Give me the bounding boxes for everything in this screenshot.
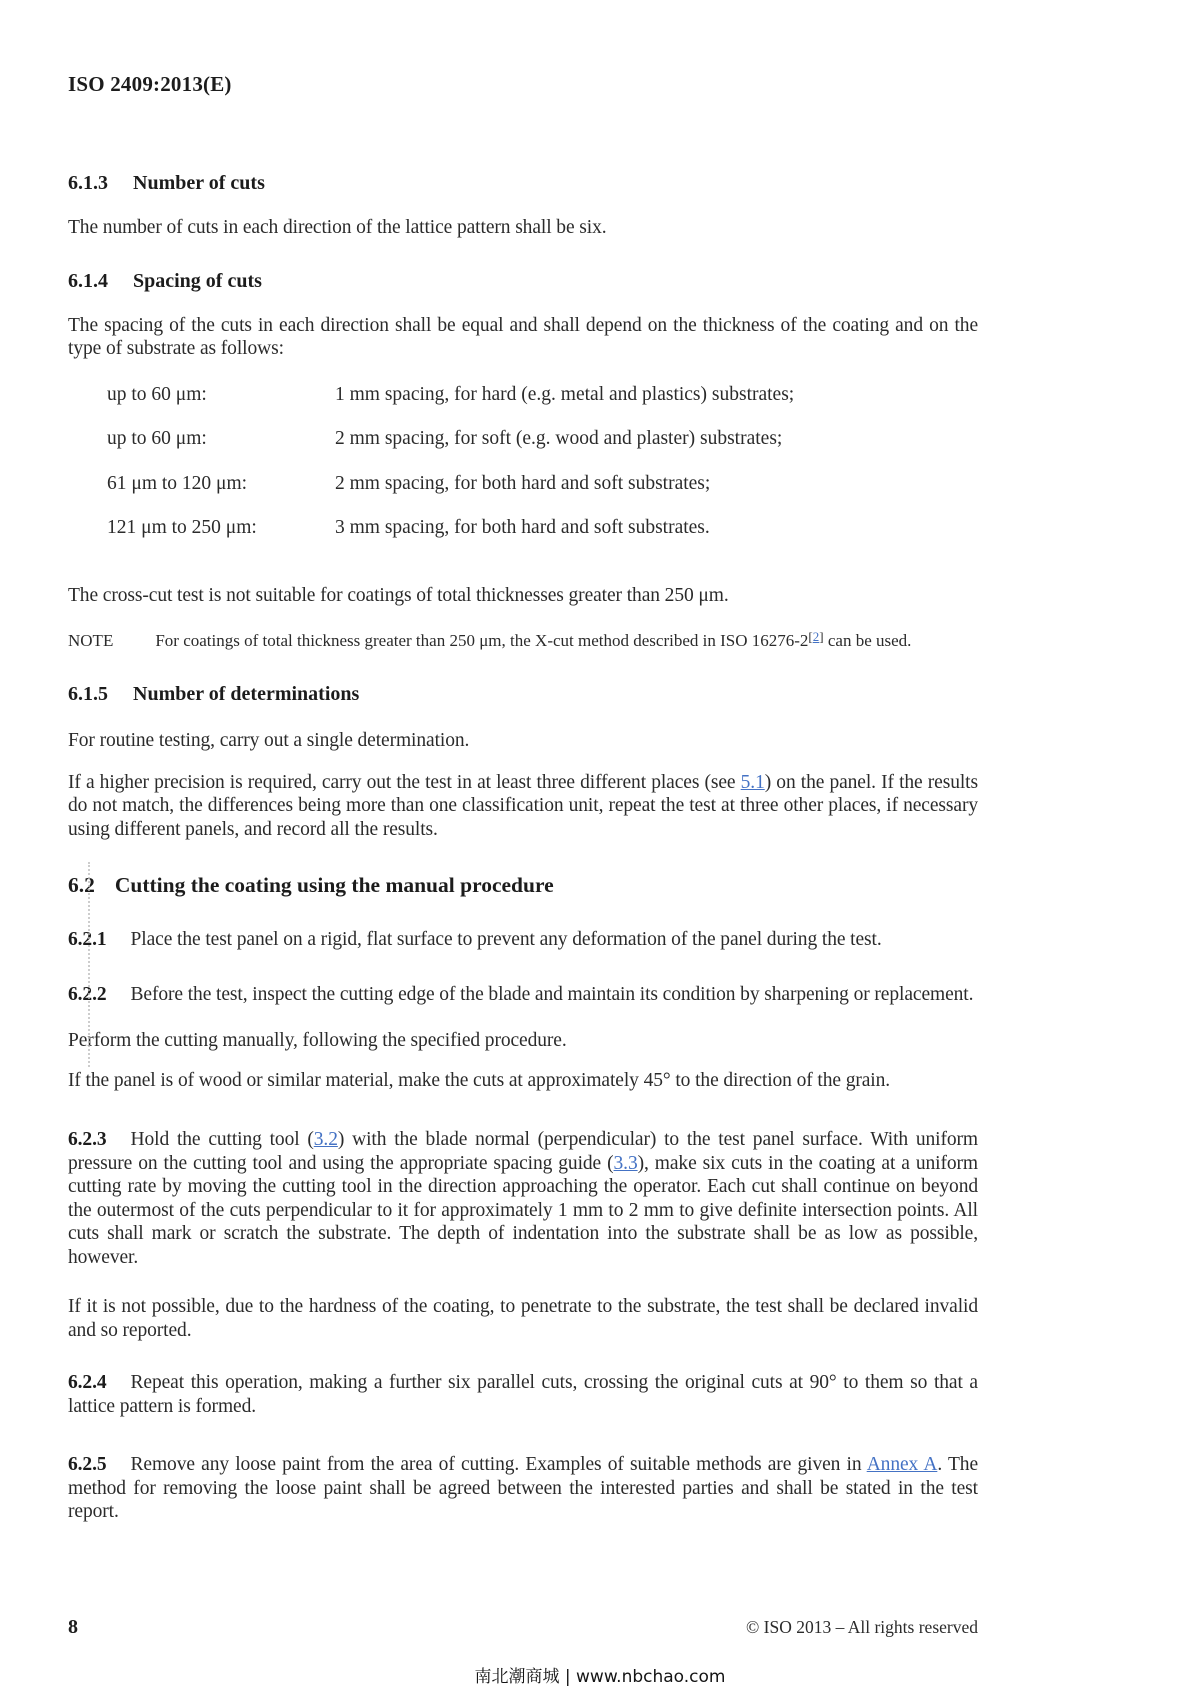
thickness-range: 121 μm to 250 μm: (107, 517, 257, 538)
page-content (68, 0, 978, 1524)
paragraph-text: . The method for removing the loose paint shall be agreed between the interested parties and shall be stated in the test report. (68, 1454, 979, 1522)
bracket: [ (808, 629, 813, 644)
section-title: Cutting the coating using the manual procedure (114, 873, 554, 897)
list-item (107, 383, 978, 407)
section-number: 6.1.5 (68, 683, 108, 705)
clause-number: 6.2.4 (68, 1372, 107, 1393)
document-header-title: ISO 2409:2013(E) (68, 72, 232, 96)
paragraph-text: If a higher precision is required, carry out the test in at least three different places (see (68, 771, 741, 793)
section-title: Number of cuts (133, 172, 265, 194)
watermark: 南北潮商城 | www.nbchao.com (474, 1667, 726, 1687)
copyright-notice: © ISO 2013 – All rights reserved (745, 1617, 978, 1637)
bracket: ] (819, 629, 824, 644)
paragraph-text: Repeat this operation, making a further six parallel cuts, crossing the original cuts at 90° to them so that a lattice pattern is formed. (68, 1372, 978, 1417)
list-item (107, 472, 978, 496)
section-number: 6.2 (68, 873, 95, 897)
note-block (68, 625, 978, 652)
paragraph-text: ) on the panel. If the results do not match, the differences being more than one classification unit, repeat the test at three other places, if necessary using different panels, and record all the results. (68, 771, 978, 840)
paragraph-number-of-cuts: The number of cuts in each direction of the lattice pattern shall be six. (68, 217, 607, 238)
section-number: 6.1.3 (68, 172, 108, 194)
paragraph-6-2-1 (68, 928, 978, 952)
crossref-link-3-3[interactable]: 3.3 (613, 1152, 638, 1174)
page-number: 8 (68, 1616, 78, 1638)
paragraph-crosscut-limit: The cross-cut test is not suitable for coatings of total thicknesses greater than 250 μm. (68, 584, 729, 606)
paragraph-6-2-3 (68, 1128, 978, 1269)
section-title: Spacing of cuts (133, 269, 262, 292)
paragraph-text: ) with the blade normal (perpendicular) to the test panel surface. With uniform pressure on the cutting tool and using the appropriate spacing guide ( (68, 1129, 978, 1174)
paragraph-spacing-intro: The spacing of the cuts in each direction shall be equal and shall depend on the thickness of the coating and on the type of substrate as follows: (68, 314, 978, 359)
spacing-rule: 2 mm spacing, for both hard and soft substrates; (335, 472, 711, 494)
section-title: Number of determinations (133, 683, 360, 705)
note-text: For coatings of total thickness greater than 250 μm, the X-cut method described in ISO 16276-2 (155, 631, 809, 650)
paragraph-6-2-2 (68, 983, 978, 1007)
paragraph-text: ), make six cuts in the coating at a uniform cutting rate by moving the cutting tool in the direction approaching the operator. Each cut shall continue on beyond the outermost of the cuts perpendicular to it for approximately 1 mm to 2 mm to give definite intersection points. All cuts shall mark or scratch the substrate. The depth of indentation into the substrate shall be as low as possible, however. (68, 1152, 978, 1268)
crossref-link-annex-a[interactable]: Annex A (866, 1454, 938, 1475)
paragraph-text: Before the test, inspect the cutting edge of the blade and maintain its condition by sharpening or replacement. (130, 983, 974, 1005)
heading-6-2 (68, 872, 978, 899)
spacing-rule: 3 mm spacing, for both hard and soft substrates. (335, 517, 710, 538)
clause-number: 6.2.2 (68, 983, 107, 1005)
spacing-rule: 1 mm spacing, for hard (e.g. metal and plastics) substrates; (335, 383, 795, 405)
clause-number: 6.2.5 (68, 1454, 107, 1475)
clause-number: 6.2.1 (68, 929, 107, 950)
clause-number: 6.2.3 (68, 1129, 107, 1150)
heading-6-1-5 (68, 682, 978, 706)
thickness-range: 61 μm to 120 μm: (107, 472, 248, 494)
paragraph-text: Remove any loose paint from the area of cutting. Examples of suitable methods are given in (130, 1454, 867, 1475)
paragraph-precision (68, 771, 978, 842)
paragraph-routine: For routine testing, carry out a single determination. (68, 730, 470, 751)
paragraph-6-2-5 (68, 1453, 978, 1524)
crossref-link-5-1[interactable]: 5.1 (740, 771, 765, 793)
change-marker-line (88, 862, 90, 1067)
note-text: can be used. (823, 631, 912, 650)
thickness-range: up to 60 μm: (107, 428, 207, 449)
paragraph-text: Hold the cutting tool ( (130, 1129, 314, 1150)
heading-6-1-3 (68, 171, 978, 195)
paragraph-invalid: If it is not possible, due to the hardness of the coating, to penetrate to the substrate, the test shall be declared invalid and so reported. (68, 1296, 978, 1341)
list-item (107, 427, 978, 451)
bibliography-link-2[interactable]: 2 (812, 629, 820, 644)
crossref-link-3-2[interactable]: 3.2 (313, 1129, 338, 1150)
bibliography-reference (808, 629, 823, 644)
list-item (107, 516, 978, 540)
paragraph-perform: Perform the cutting manually, following the specified procedure. (68, 1030, 567, 1051)
thickness-range: up to 60 μm: (107, 383, 207, 405)
paragraph-text: Place the test panel on a rigid, flat surface to prevent any deformation of the panel during the test. (130, 929, 882, 950)
heading-6-1-4 (68, 269, 978, 293)
paragraph-wood-grain: If the panel is of wood or similar material, make the cuts at approximately 45° to the direction of the grain. (68, 1069, 891, 1091)
paragraph-6-2-4 (68, 1371, 978, 1418)
page-footer (68, 1616, 978, 1639)
spacing-rule: 2 mm spacing, for soft (e.g. wood and plaster) substrates; (335, 428, 783, 449)
note-label: NOTE (68, 631, 114, 650)
section-number: 6.1.4 (68, 269, 108, 292)
spacing-definition-list (107, 383, 978, 540)
